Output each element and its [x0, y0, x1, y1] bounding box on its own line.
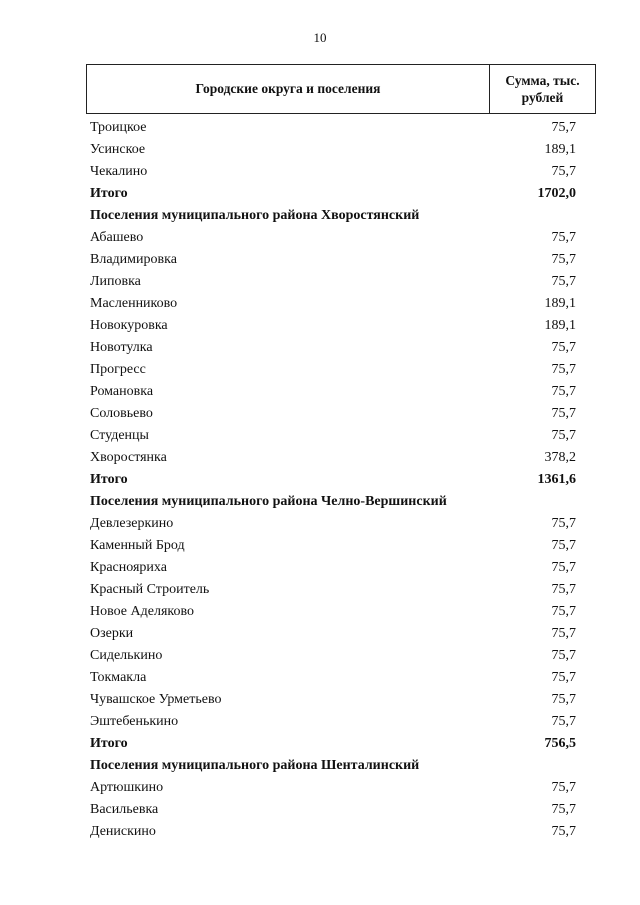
amount-value: 75,7	[551, 714, 576, 729]
settlement-name: Итого	[90, 186, 128, 201]
settlement-name: Красный Строитель	[90, 582, 210, 597]
section-title: Поселения муниципального района Шенталинский	[90, 758, 420, 773]
table-row	[86, 777, 596, 799]
settlement-name: Озерки	[90, 626, 134, 641]
amount-value: 75,7	[551, 120, 576, 135]
table-body	[86, 117, 596, 843]
settlement-name: Владимировка	[90, 252, 177, 267]
amount-value: 75,7	[551, 824, 576, 839]
amount-value: 75,7	[551, 626, 576, 641]
table-row	[86, 799, 596, 821]
amount-value: 189,1	[544, 142, 576, 157]
amount-value: 75,7	[551, 340, 576, 355]
amount-value: 189,1	[544, 296, 576, 311]
settlement-name: Масленниково	[90, 296, 178, 311]
table-row	[86, 293, 596, 315]
settlement-name: Итого	[90, 736, 128, 751]
table-row	[86, 315, 596, 337]
settlement-name: Новокуровка	[90, 318, 168, 333]
total-row	[86, 183, 596, 205]
table-row	[86, 579, 596, 601]
settlement-name: Артюшкино	[90, 780, 164, 795]
settlement-name: Абашево	[90, 230, 144, 245]
table-row	[86, 139, 596, 161]
settlement-name: Новое Аделяково	[90, 604, 194, 619]
amount-value: 75,7	[551, 670, 576, 685]
settlement-name: Эштебенькино	[90, 714, 179, 729]
column-header-sum: Сумма, тыс. рублей	[505, 73, 580, 105]
settlement-name: Хворостянка	[90, 450, 167, 465]
page-number: 10	[313, 30, 327, 45]
settlement-name: Краснояриха	[90, 560, 167, 575]
amount-value: 1702,0	[537, 186, 576, 201]
table-row	[86, 645, 596, 667]
amount-value: 189,1	[544, 318, 576, 333]
section-heading-row	[86, 491, 596, 513]
amount-value: 75,7	[551, 692, 576, 707]
amount-value: 75,7	[551, 802, 576, 817]
amount-value: 75,7	[551, 252, 576, 267]
settlement-name: Студенцы	[90, 428, 149, 443]
table-row	[86, 425, 596, 447]
section-heading-row	[86, 755, 596, 777]
table-row	[86, 711, 596, 733]
settlement-name: Троицкое	[90, 120, 147, 135]
settlement-name: Васильевка	[90, 802, 159, 817]
settlement-name: Денискино	[90, 824, 156, 839]
settlement-name: Усинское	[90, 142, 146, 157]
amount-value: 75,7	[551, 384, 576, 399]
table-row	[86, 601, 596, 623]
section-title: Поселения муниципального района Челно-Вершинский	[90, 494, 447, 509]
table-row	[86, 337, 596, 359]
table-row	[86, 623, 596, 645]
amount-value: 75,7	[551, 648, 576, 663]
amount-value: 75,7	[551, 582, 576, 597]
column-header-name: Городские округа и поселения	[87, 65, 490, 113]
table-row	[86, 271, 596, 293]
settlement-name: Сиделькино	[90, 648, 163, 663]
settlement-name: Каменный Брод	[90, 538, 185, 553]
table-row	[86, 249, 596, 271]
total-row	[86, 733, 596, 755]
table-row	[86, 513, 596, 535]
settlement-name: Токмакла	[90, 670, 147, 685]
settlement-name: Итого	[90, 472, 128, 487]
settlement-name: Девлезеркино	[90, 516, 174, 531]
table-row	[86, 667, 596, 689]
amount-value: 75,7	[551, 362, 576, 377]
settlement-name: Романовка	[90, 384, 154, 399]
table-row	[86, 117, 596, 139]
amount-value: 1361,6	[537, 472, 576, 487]
amount-value: 75,7	[551, 230, 576, 245]
table-header	[86, 64, 596, 114]
section-title: Поселения муниципального района Хворостянский	[90, 208, 420, 223]
settlement-name: Чекалино	[90, 164, 148, 179]
settlement-name: Соловьево	[90, 406, 153, 421]
amount-value: 75,7	[551, 428, 576, 443]
amount-value: 75,7	[551, 516, 576, 531]
amount-value: 75,7	[551, 604, 576, 619]
table-row	[86, 227, 596, 249]
amount-value: 75,7	[551, 274, 576, 289]
table-row	[86, 535, 596, 557]
settlement-name: Липовка	[90, 274, 141, 289]
amount-value: 75,7	[551, 164, 576, 179]
table-row	[86, 403, 596, 425]
amount-value: 378,2	[544, 450, 576, 465]
table-row	[86, 447, 596, 469]
amount-value: 75,7	[551, 406, 576, 421]
table-row	[86, 381, 596, 403]
settlement-name: Прогресс	[90, 362, 146, 377]
amount-value: 75,7	[551, 560, 576, 575]
table-row	[86, 359, 596, 381]
table-row	[86, 557, 596, 579]
settlement-name: Новотулка	[90, 340, 153, 355]
settlement-name: Чувашское Урметьево	[90, 692, 222, 707]
amount-value: 756,5	[544, 736, 576, 751]
amount-value: 75,7	[551, 780, 576, 795]
table-row	[86, 689, 596, 711]
table-row	[86, 161, 596, 183]
table-row	[86, 821, 596, 843]
total-row	[86, 469, 596, 491]
amount-value: 75,7	[551, 538, 576, 553]
section-heading-row	[86, 205, 596, 227]
